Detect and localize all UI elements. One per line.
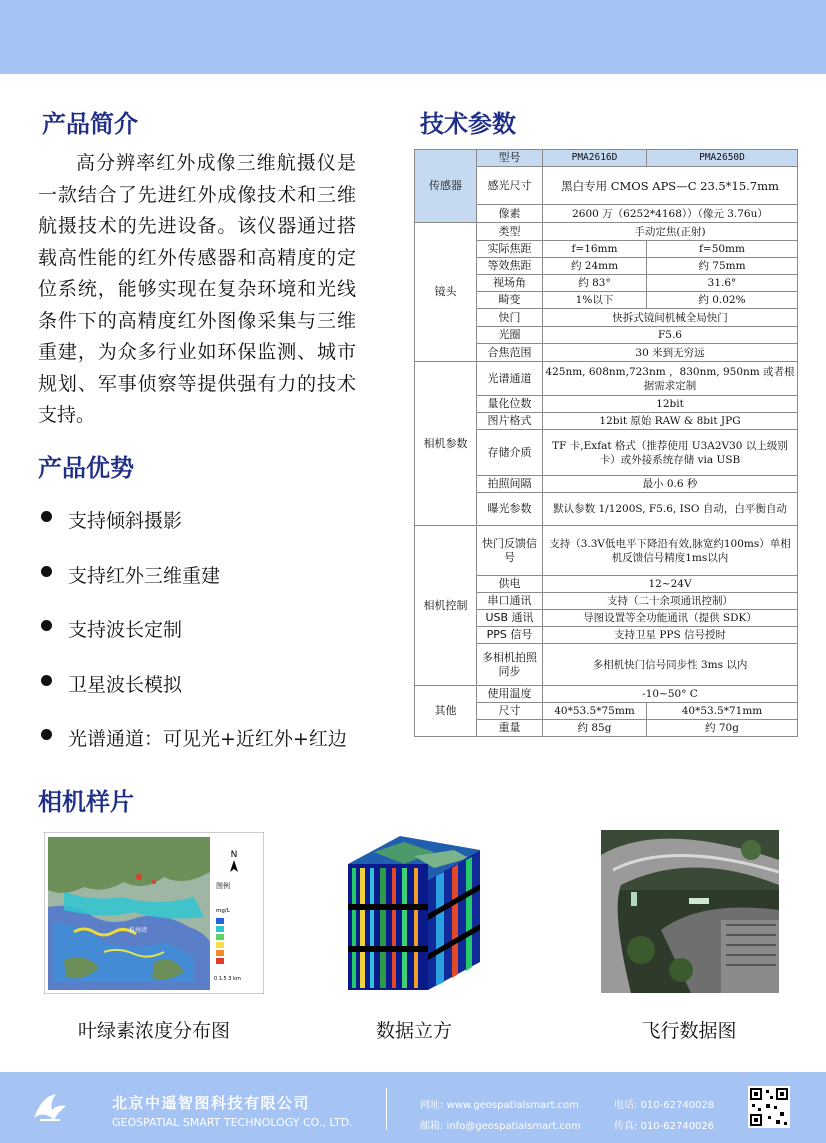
param-name: 类型 xyxy=(477,223,543,241)
map-label: 杭州湾 xyxy=(129,927,148,934)
param-value: PMA2616D xyxy=(543,150,647,167)
param-name: 尺寸 xyxy=(477,703,543,720)
param-value: 约 75mm xyxy=(647,258,798,275)
samples-title: 相机样片 xyxy=(38,788,134,816)
tech-title: 技术参数 xyxy=(420,110,516,138)
map-legend-title: 图例 xyxy=(216,882,230,890)
chlorophyll-caption: 叶绿素浓度分布图 xyxy=(77,1020,230,1042)
param-value: 支持（3.3V低电平下降沿有效,脉宽约100ms）单相机反馈信号精度1ms以内 xyxy=(543,526,798,576)
param-name: 重量 xyxy=(477,720,543,737)
param-value: f=16mm xyxy=(543,241,647,258)
data-cube-image xyxy=(344,832,484,992)
intro-paragraph: 高分辨率红外成像三维航摄仪是一款结合了先进红外成像技术和三维航摄技术的先进设备。该仪器通过搭载高性能的红外传感器和高精度的定位系统，能够实现在复杂环境和光线条件下的高精度红外图像采集与三维重建，为众多行业如环保监测、城市规划、军事侦察等提供强有力的技术支持。 xyxy=(38,152,356,426)
param-value: TF 卡,Exfat 格式（推荐使用 U3A2V30 以上级别卡）或外接系统存储 via USB xyxy=(543,430,798,476)
param-name: 快门反馈信号 xyxy=(477,526,543,576)
bullet-icon xyxy=(41,675,52,686)
fax-text: 传真: 010-62740026 xyxy=(614,1121,715,1132)
spec-table xyxy=(414,149,798,737)
param-name: 存储介质 xyxy=(477,430,543,476)
group-control: 相机控制 xyxy=(415,526,477,686)
advantage-text: 光谱通道：可见光+近红外+红边 xyxy=(68,728,347,750)
param-name: PPS 信号 xyxy=(477,627,543,644)
param-name: 拍照间隔 xyxy=(477,476,543,493)
group-lens: 镜头 xyxy=(415,223,477,362)
param-name: 曝光参数 xyxy=(477,493,543,526)
param-value: -10~50° C xyxy=(543,686,798,703)
flight-caption: 飞行数据图 xyxy=(641,1020,737,1042)
email-link[interactable]: 邮箱: info@geospatialsmart.com xyxy=(420,1121,581,1132)
map-scale: 0 1.5 3 km xyxy=(214,976,241,982)
param-value: 导图设置等全功能通讯（提供 SDK） xyxy=(543,610,798,627)
param-value: 12bit xyxy=(543,396,798,413)
param-value: 约 24mm xyxy=(543,258,647,275)
param-name: 型号 xyxy=(477,150,543,167)
bullet-icon xyxy=(41,566,52,577)
param-value: 支持（二十余项通讯控制） xyxy=(543,593,798,610)
advantage-text: 支持波长定制 xyxy=(68,619,183,641)
company-name-cn: 北京中遥智图科技有限公司 xyxy=(112,1094,311,1112)
bullet-icon xyxy=(41,729,52,740)
website-link[interactable]: 网址: www.geospatialsmart.com xyxy=(420,1100,579,1111)
table-row xyxy=(415,223,798,241)
advantage-list xyxy=(38,506,347,779)
group-camera: 相机参数 xyxy=(415,362,477,526)
param-name: 快门 xyxy=(477,309,543,327)
param-name: USB 通讯 xyxy=(477,610,543,627)
bullet-icon xyxy=(41,620,52,631)
list-item xyxy=(38,506,347,561)
param-value: 黑白专用 CMOS APS—C 23.5*15.7mm xyxy=(543,167,798,205)
chlorophyll-map-image xyxy=(44,832,264,994)
param-value: 12bit 原始 RAW & 8bit JPG xyxy=(543,413,798,430)
param-value: 1%以下 xyxy=(543,292,647,309)
param-value: 最小 0.6 秒 xyxy=(543,476,798,493)
bullet-icon xyxy=(41,511,52,522)
param-name: 等效焦距 xyxy=(477,258,543,275)
param-value: 约 0.02% xyxy=(647,292,798,309)
list-item xyxy=(38,561,347,616)
group-other: 其他 xyxy=(415,686,477,737)
param-name: 畸变 xyxy=(477,292,543,309)
param-name: 感光尺寸 xyxy=(477,167,543,205)
param-value: PMA2650D xyxy=(647,150,798,167)
param-name: 图片格式 xyxy=(477,413,543,430)
advantage-text: 支持红外三维重建 xyxy=(68,564,221,587)
group-sensor: 传感器 xyxy=(415,150,477,223)
list-item xyxy=(38,724,347,779)
table-row xyxy=(415,686,798,703)
param-value: f=50mm xyxy=(647,241,798,258)
table-row xyxy=(415,526,798,576)
company-logo-icon xyxy=(30,1088,70,1128)
table-row xyxy=(415,150,798,167)
intro-title: 产品简介 xyxy=(42,110,138,138)
advantage-title: 产品优势 xyxy=(38,454,134,482)
param-name: 实际焦距 xyxy=(477,241,543,258)
param-name: 使用温度 xyxy=(477,686,543,703)
param-name: 供电 xyxy=(477,576,543,593)
param-name: 光谱通道 xyxy=(477,362,543,396)
flight-data-image xyxy=(601,830,779,993)
param-value: 425nm, 608nm,723nm ，830nm, 950nm 或者根据需求定制 xyxy=(543,362,798,396)
param-value: 31.6° xyxy=(647,275,798,292)
list-item xyxy=(38,670,347,725)
param-value: 快拆式镜间机械全局快门 xyxy=(543,309,798,327)
param-value: 40*53.5*75mm xyxy=(543,703,647,720)
param-name: 多相机拍照同步 xyxy=(477,644,543,686)
footer-divider xyxy=(386,1088,387,1130)
param-value: 30 米到无穷远 xyxy=(543,344,798,362)
param-value: 12~24V xyxy=(543,576,798,593)
param-value: 约 85g xyxy=(543,720,647,737)
param-name: 合焦范围 xyxy=(477,344,543,362)
param-value: F5.6 xyxy=(543,327,798,344)
map-legend-unit: mg/L xyxy=(216,908,230,914)
param-value: 多相机快门信号同步性 3ms 以内 xyxy=(543,644,798,686)
param-name: 量化位数 xyxy=(477,396,543,413)
param-name: 串口通讯 xyxy=(477,593,543,610)
param-value: 默认参数 1/1200S, F5.6, ISO 自动，白平衡自动 xyxy=(543,493,798,526)
svg-text:N: N xyxy=(230,850,238,860)
qr-code-icon xyxy=(748,1086,790,1128)
cube-caption: 数据立方 xyxy=(375,1020,452,1042)
param-name: 像素 xyxy=(477,205,543,223)
top-banner xyxy=(0,0,826,74)
footer xyxy=(0,1072,826,1143)
company-name-en: GEOSPATIAL SMART TECHNOLOGY CO., LTD. xyxy=(112,1116,353,1129)
param-value: 手动定焦(正射) xyxy=(543,223,798,241)
advantage-text: 支持倾斜摄影 xyxy=(68,510,183,532)
param-value: 约 83° xyxy=(543,275,647,292)
param-value: 支持卫星 PPS 信号授时 xyxy=(543,627,798,644)
list-item xyxy=(38,615,347,670)
param-value: 40*53.5*71mm xyxy=(647,703,798,720)
advantage-text: 卫星波长模拟 xyxy=(68,673,183,696)
param-value: 2600 万（6252*4168））（像元 3.76u） xyxy=(543,205,798,223)
param-name: 视场角 xyxy=(477,275,543,292)
table-row xyxy=(415,362,798,396)
param-name: 光圈 xyxy=(477,327,543,344)
param-value: 约 70g xyxy=(647,720,798,737)
phone-text: 电话: 010-62740028 xyxy=(614,1100,715,1111)
